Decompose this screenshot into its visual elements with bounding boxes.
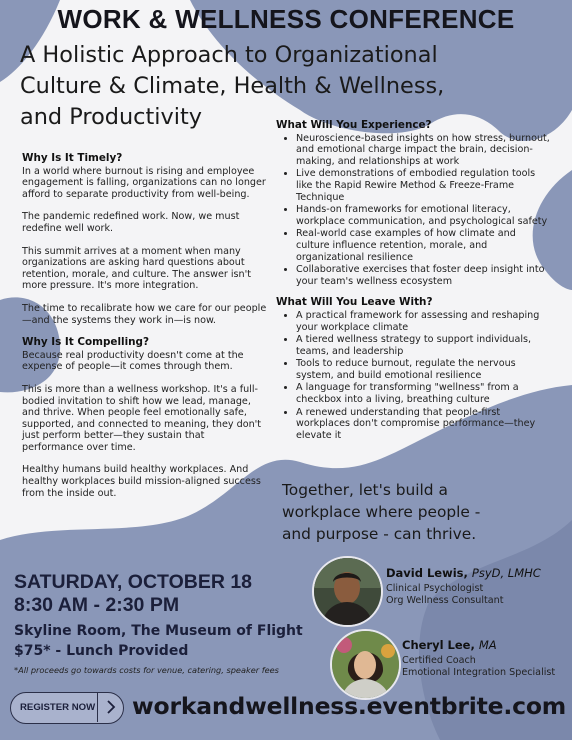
left-column [22, 153, 268, 510]
subtitle-line: Culture & Climate, Health & Wellness, [20, 73, 445, 99]
compelling-heading: Why Is It Compelling? [22, 336, 149, 349]
timely-paragraph: This summit arrives at a moment when many organizations are asking hard questions about retention, morale, and culture. The answer isn't more pressure. It's more integration. [22, 245, 251, 292]
compelling-paragraph: Because real productivity doesn't come at the expense of people—it comes through them. [22, 349, 244, 373]
leave-item: • A language for transforming "wellness" from a checkbox into a living, breathing culture [296, 382, 552, 405]
together-tagline [282, 479, 552, 545]
speaker-name-row [402, 639, 555, 651]
register-label: REGISTER NOW [20, 702, 96, 713]
speaker-photo-cheryl [330, 629, 401, 700]
speaker-role: Certified Coach [402, 655, 476, 666]
event-time: 8:30 AM - 2:30 PM [14, 594, 180, 616]
leave-item: • Tools to reduce burnout, regulate the nervous system, and build emotional resilience [296, 358, 552, 381]
experience-list [276, 133, 552, 288]
subtitle-line: and Productivity [20, 104, 202, 130]
experience-item: • Hands-on frameworks for emotional literacy, workplace communication, and psychological safety [296, 204, 552, 227]
tagline-line: Together, let's build a [282, 481, 448, 499]
leave-heading: What Will You Leave With? [276, 296, 433, 309]
speaker-role: Org Wellness Consultant [386, 595, 504, 606]
tagline-line: and purpose - can thrive. [282, 525, 477, 543]
speaker-name: David Lewis, [386, 566, 468, 580]
experience-item: • Live demonstrations of embodied regulation tools like the Rapid Rewire Method & Freeze-Frame Technique [296, 168, 552, 203]
speaker-role: Emotional Integration Specialist [402, 667, 556, 678]
event-date: SATURDAY, OCTOBER 18 [14, 571, 253, 593]
compelling-paragraph: This is more than a wellness workshop. It's a full-bodied invitation to shift how we lead, manage, and thrive. When people feel emotionally safe, supported, and connected to meaning, they don't just perform better—they sustain that performance over time. [22, 383, 262, 453]
chevron-right-icon [97, 692, 124, 722]
timely-paragraph: The pandemic redefined work. Now, we must redefine well work. [22, 211, 240, 234]
speaker-credential: MA [478, 638, 497, 652]
event-price: $75* - Lunch Provided [14, 643, 189, 659]
timely-paragraph: The time to recalibrate how we care for our people—and the systems they work in—is now. [22, 302, 267, 326]
timely-paragraph: In a world where burnout is rising and employee engagement is falling, organizations can no longer afford to separate productivity from well-being. [22, 165, 266, 200]
leave-item: • A practical framework for assessing and reshaping your workplace climate [296, 310, 552, 333]
event-datetime [14, 571, 252, 617]
leave-list [276, 310, 552, 442]
speaker-credential: PsyD, LMHC [471, 566, 541, 580]
register-now-button[interactable] [10, 692, 124, 724]
speaker-name-row [386, 567, 541, 579]
conference-title: WORK & WELLNESS CONFERENCE [57, 4, 515, 34]
leave-item: • A renewed understanding that people-first workplaces don't compromise performance—they elevate it [296, 407, 552, 442]
speaker-role: Clinical Psychologist [386, 583, 484, 594]
speaker-name: Cheryl Lee, [402, 638, 475, 652]
subtitle-line: A Holistic Approach to Organizational [20, 42, 438, 68]
leave-item: • A tiered wellness strategy to support individuals, teams, and leadership [296, 334, 552, 357]
speaker-card [386, 567, 541, 607]
event-url[interactable]: workandwellness.eventbrite.com [132, 692, 567, 720]
experience-item: • Neuroscience-based insights on how stress, burnout, and emotional charge impact the brain, decision-making, and relationships at work [296, 133, 552, 168]
right-column [276, 120, 552, 451]
event-venue-block [14, 621, 303, 661]
timely-heading: Why Is It Timely? [22, 152, 123, 164]
proceeds-note: *All proceeds go towards costs for venue, catering, speaker fees [14, 665, 279, 675]
event-venue: Skyline Room, The Museum of Flight [14, 623, 303, 639]
experience-item: • Real-world case examples of how climate and culture influence retention, morale, and organizational resilience [296, 228, 552, 263]
speaker-photo-david [312, 556, 383, 627]
tagline-line: workplace where people - [282, 503, 481, 521]
experience-item: • Collaborative exercises that foster deep insight into your team's wellness ecosystem [296, 264, 552, 287]
experience-heading: What Will You Experience? [276, 119, 432, 131]
compelling-paragraph: Healthy humans build healthy workplaces. And healthy workplaces build mission-aligned success from the inside out. [22, 464, 261, 499]
speaker-card [402, 639, 555, 679]
